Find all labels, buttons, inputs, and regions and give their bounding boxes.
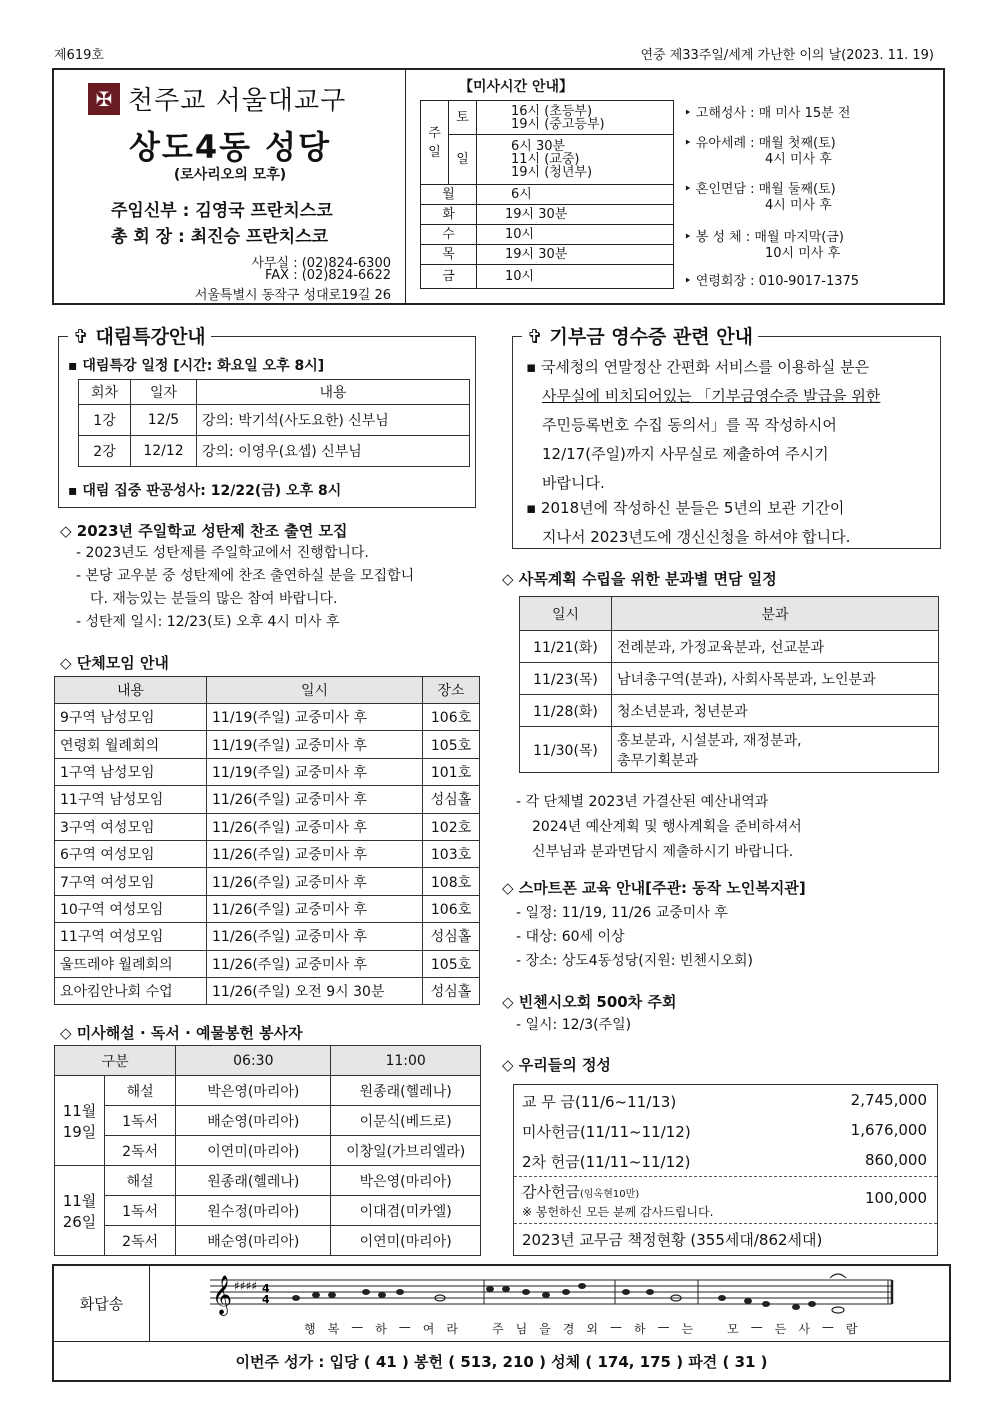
advent-table: 회차 일자 내용 1강 12/5 강의: 박기석(사도요한) 신부님 2강 12/12 강의: 이영우(요셉) 신부님 <box>78 379 470 467</box>
lyric-syllable: — <box>609 1320 622 1334</box>
saturday-times: 16시 (초등부) 19시 (중고등부) <box>477 101 674 135</box>
receipt-title: ✞ 기부금 영수증 관련 안내 <box>522 322 758 349</box>
lyric-syllable: 경 <box>562 1322 575 1336</box>
info-marriage: ‣ 혼인면담 : 매월 둘째(토) 4시 미사 후 <box>684 182 836 213</box>
council-president: 총 회 장 : 최진승 프란치스코 <box>111 227 329 247</box>
lyric-syllable: 여 <box>422 1322 435 1336</box>
info-communion: ‣ 봉 성 체 : 매월 마지막(금) 10시 미사 후 <box>684 230 845 261</box>
footer-box <box>52 1264 951 1382</box>
weekday-label: 목 <box>421 245 477 265</box>
table-row: 울뜨레야 월례회의 11/26(주일) 교중미사 후 105호 <box>55 950 480 977</box>
lyric-syllable: — <box>750 1320 763 1334</box>
table-row: 1구역 남성모임 11/19(주일) 교중미사 후 101호 <box>55 758 480 785</box>
servers-table: 구분 06:30 11:00 11월 19일 해설 박은영(마리아) 원종래(헬레나) 1독서 배순영(마리아) 이문식(베드로) 2독서 이연미(마리아) 이창일(가브리엘라) 11월 26일 해설 원종래(헬레나) 박은영(마리아) 1독서 원수정(마리아) 이대겸(미카엘) 2독서 배순영(마리아) 이연미(마리아) <box>54 1045 481 1256</box>
christmas-body: - 2023년도 성탄제를 주일학교에서 진행합니다. - 본당 교우분 중 성탄제에 찬조 출연하실 분을 모집합니 다. 재능있는 분들의 많은 참여 바랍니다. - 성탄제 일시: 12/23(토) 오후 4시 미사 후 <box>76 545 415 630</box>
table-row: 9구역 남성모임 11/19(주일) 교중미사 후 106호 <box>55 704 480 731</box>
table-row: 2독서 배순영(마리아) 이연미(마리아) <box>55 1226 481 1256</box>
office-phone: 사무실 : (02)824-6300 <box>251 256 391 271</box>
diocese-logo <box>88 80 346 117</box>
lyric-syllable: 사 <box>798 1322 810 1336</box>
groups-title: ◇ 단체모임 안내 <box>60 654 169 672</box>
header-box <box>52 68 945 305</box>
weekday-time: 10시 <box>477 225 674 245</box>
receipt-paragraph-2: ▪ 2018년에 작성하신 분들은 5년의 보관 기간이 지나서 2023년도에 갱신신청을 하셔야 합니다. <box>526 499 851 546</box>
weekday-time: 6시 <box>477 185 674 205</box>
weekday-label: 수 <box>421 225 477 245</box>
receipt-paragraph-1: ▪ 국세청의 연말정산 간편화 서비스를 이용하실 분은 사무실에 비치되어있는 「기부금영수증 발급을 위한 주민등록번호 수집 동의서」를 꼭 작성하시어 12/17(주일)까지 사무실로 제출하여 주시기 바랍니다. <box>526 358 881 492</box>
table-row: 2강 12/12 강의: 이영우(요셉) 신부님 <box>79 436 470 467</box>
advent-penance: ▪ 대림 집중 판공성사: 12/22(금) 오후 8시 <box>68 483 342 499</box>
parish-info <box>54 70 406 303</box>
lyric-syllable: 님 <box>515 1322 528 1336</box>
weekday-label: 월 <box>421 185 477 205</box>
svg-text:4: 4 <box>262 1293 270 1306</box>
advent-title: ✞ 대림특강안내 <box>68 322 211 349</box>
table-row: 11/21(화) 전례분과, 가정교육분과, 선교분과 <box>520 631 939 663</box>
psalm-score <box>150 1266 949 1342</box>
date-line: 연중 제33주일/세계 가난한 이의 날(2023. 11. 19) <box>640 48 934 63</box>
info-funeral-contact: ‣ 연령회장 : 010-9017-1375 <box>684 274 860 289</box>
server-date: 11월 19일 <box>55 1076 105 1166</box>
info-confession: ‣ 고해성사 : 매 미사 15분 전 <box>684 106 851 121</box>
table-row: 1강 12/5 강의: 박기석(사도요한) 신부님 <box>79 405 470 436</box>
pastoral-note: - 각 단체별 2023년 가결산된 예산내역과 2024년 예산계획 및 행사계획을 준비하셔서 신부님과 분과면담시 제출하시기 바랍니다. <box>516 794 802 860</box>
pastoral-title: ◇ 사목계획 수립을 위한 분과별 면담 일정 <box>502 570 777 588</box>
sunday-label: 주 일 <box>421 101 449 185</box>
lyric-syllable: 을 <box>539 1322 551 1336</box>
svg-text:♯♯♯♯: ♯♯♯♯ <box>234 1279 258 1293</box>
groups-table: 내용 일시 장소 9구역 남성모임 11/19(주일) 교중미사 후 106호 연령회 월례회의 11/19(주일) 교중미사 후 105호 1구역 남성모임 11/19(주일) 교중미사 후 101호 11구역 남성모임 11/26(주일) 교중미사 후 성심홀 3구역 여성모임 11/26(주일) 교중미사 후 102호 6구역 여성모임 11/26(주일) 교중미사 후 103호 7구역 여성모임 11/26(주일) 교중미사 후 108호 10구역 여성모임 11/26(주일) 교중미사 후 106호 11구역 여성모임 11/26(주일) 교중미사 후 성심홀 울뜨레야 월례회의 11/26(주일) 교중미사 후 105호 요아킴안나회 수업 11/26(주일) 오전 9시 30분 성심홀 <box>54 676 480 1005</box>
pastoral-table: 일시 분과 11/21(화) 전례분과, 가정교육분과, 선교분과 11/23(목) 남녀총구역(분과), 사회사목분과, 노인분과 11/28(화) 청소년분과, 청년분과 11/30(목) 홍보분과, 시설분과, 재정분과, 총무기획분과 <box>519 596 939 773</box>
server-date: 11월 26일 <box>55 1166 105 1256</box>
mass-times-table <box>420 100 674 289</box>
table-row: 연령회 월례회의 11/19(주일) 교중미사 후 105호 <box>55 731 480 758</box>
sunday-day-label: 일 <box>449 135 477 185</box>
parish-name: 상도4동 성당 <box>129 128 331 166</box>
offering-box: 교 무 금(11/6~11/13) 2,745,000 미사헌금(11/11~11/12) 1,676,000 2차 헌금(11/11~11/12) 860,000 감사헌금(임옥현10만) ※ 봉헌하신 모든 분께 감사드립니다. 100,000 2023년 교무금 책정현황 (355세대/862세대) <box>513 1084 938 1256</box>
vincent-title: ◇ 빈첸시오회 500차 주회 <box>502 993 677 1011</box>
table-row: 6구역 여성모임 11/26(주일) 교중미사 후 103호 <box>55 840 480 867</box>
table-row: 11/30(목) 홍보분과, 시설분과, 재정분과, 총무기획분과 <box>520 727 939 773</box>
lyric-syllable: 람 <box>845 1322 858 1336</box>
advent-schedule-label: ▪ 대림특강 일정 [시간: 화요일 오후 8시] <box>68 358 325 374</box>
table-row: 11월 19일 해설 박은영(마리아) 원종래(헬레나) <box>55 1076 481 1106</box>
hymns-line: 이번주 성가 : 입당 ( 41 ) 봉헌 ( 513, 210 ) 성체 ( 174, 175 ) 파견 ( 31 ) <box>235 1352 768 1371</box>
psalm-lyrics <box>304 1320 858 1337</box>
servers-title: ◇ 미사해설 · 독서 · 예물봉헌 봉사자 <box>60 1024 303 1042</box>
saturday-label: 토 <box>449 101 477 135</box>
weekday-label: 금 <box>421 265 477 289</box>
weekday-time: 19시 30분 <box>477 245 674 265</box>
mass-times-title: 【미사시간 안내】 <box>459 79 574 95</box>
cross-icon: ✠ <box>88 83 120 115</box>
diocese-name: 천주교 서울대교구 <box>128 86 347 116</box>
table-row: 11구역 여성모임 11/26(주일) 교중미사 후 성심홀 <box>55 923 480 950</box>
table-row: 11월 26일 해설 원종래(헬레나) 박은영(마리아) <box>55 1166 481 1196</box>
sunday-times: 6시 30분 11시 (교중) 19시 (청년부) <box>477 135 674 185</box>
lyric-syllable: — <box>351 1320 364 1334</box>
vincent-body: - 일시: 12/3(주일) <box>516 1017 632 1033</box>
psalm-label: 화답송 <box>54 1266 150 1342</box>
issue-number: 제619호 <box>54 48 104 63</box>
weekday-time: 19시 30분 <box>477 205 674 225</box>
svg-text:4: 4 <box>262 1282 270 1295</box>
table-row: 11/28(화) 청소년분과, 청년분과 <box>520 695 939 727</box>
lyric-syllable: 주 <box>491 1322 504 1336</box>
lyric-syllable: 하 <box>375 1322 387 1336</box>
lyric-syllable: 복 <box>327 1322 340 1336</box>
christmas-title: ◇ 2023년 주일학교 성탄제 찬조 출연 모집 <box>60 522 348 540</box>
lyric-syllable: 라 <box>446 1322 458 1336</box>
office-fax: FAX : (02)824-6622 <box>264 268 391 283</box>
smartphone-body: - 일정: 11/19, 11/26 교중미사 후 - 대상: 60세 이상 - 장소: 상도4동성당(지원: 빈첸시오회) <box>516 905 754 969</box>
table-row: 2독서 이연미(마리아) 이창일(가브리엘라) <box>55 1136 481 1166</box>
smartphone-title: ◇ 스마트폰 교육 안내[주관: 동작 노인복지관] <box>502 879 806 897</box>
lyric-syllable: 모 <box>727 1322 739 1336</box>
lyric-syllable: 행 <box>304 1322 316 1336</box>
lyric-syllable: 하 <box>633 1322 646 1336</box>
table-row: 11구역 남성모임 11/26(주일) 교중미사 후 성심홀 <box>55 786 480 813</box>
lyric-syllable: 는 <box>681 1322 694 1336</box>
weekday-time: 10시 <box>477 265 674 289</box>
table-row: 1독서 배순영(마리아) 이문식(베드로) <box>55 1106 481 1136</box>
table-row: 10구역 여성모임 11/26(주일) 교중미사 후 106호 <box>55 895 480 922</box>
info-baptism: ‣ 유아세례 : 매월 첫째(토) 4시 미사 후 <box>684 136 836 167</box>
table-row: 3구역 여성모임 11/26(주일) 교중미사 후 102호 <box>55 813 480 840</box>
table-row: 11/23(목) 남녀총구역(분과), 사회사목분과, 노인분과 <box>520 663 939 695</box>
lyric-syllable: 든 <box>774 1322 787 1336</box>
lyric-syllable: — <box>657 1320 670 1334</box>
table-row: 1독서 원수정(마리아) 이대겸(미카엘) <box>55 1196 481 1226</box>
table-row: 요아킴안나회 수업 11/26(주일) 오전 9시 30분 성심홀 <box>55 977 480 1004</box>
lyric-syllable: — <box>821 1320 834 1334</box>
offering-title: ◇ 우리들의 정성 <box>502 1056 611 1074</box>
weekday-label: 화 <box>421 205 477 225</box>
table-row: 7구역 여성모임 11/26(주일) 교중미사 후 108호 <box>55 868 480 895</box>
parish-subtitle: (로사리오의 모후) <box>173 167 287 183</box>
pastor-name: 주임신부 : 김영국 프란치스코 <box>111 201 333 221</box>
svg-text:𝄞: 𝄞 <box>212 1275 233 1315</box>
office-address: 서울특별시 동작구 성대로19길 26 <box>194 288 391 303</box>
lyric-syllable: 외 <box>586 1322 598 1336</box>
lyric-syllable: — <box>398 1320 411 1334</box>
